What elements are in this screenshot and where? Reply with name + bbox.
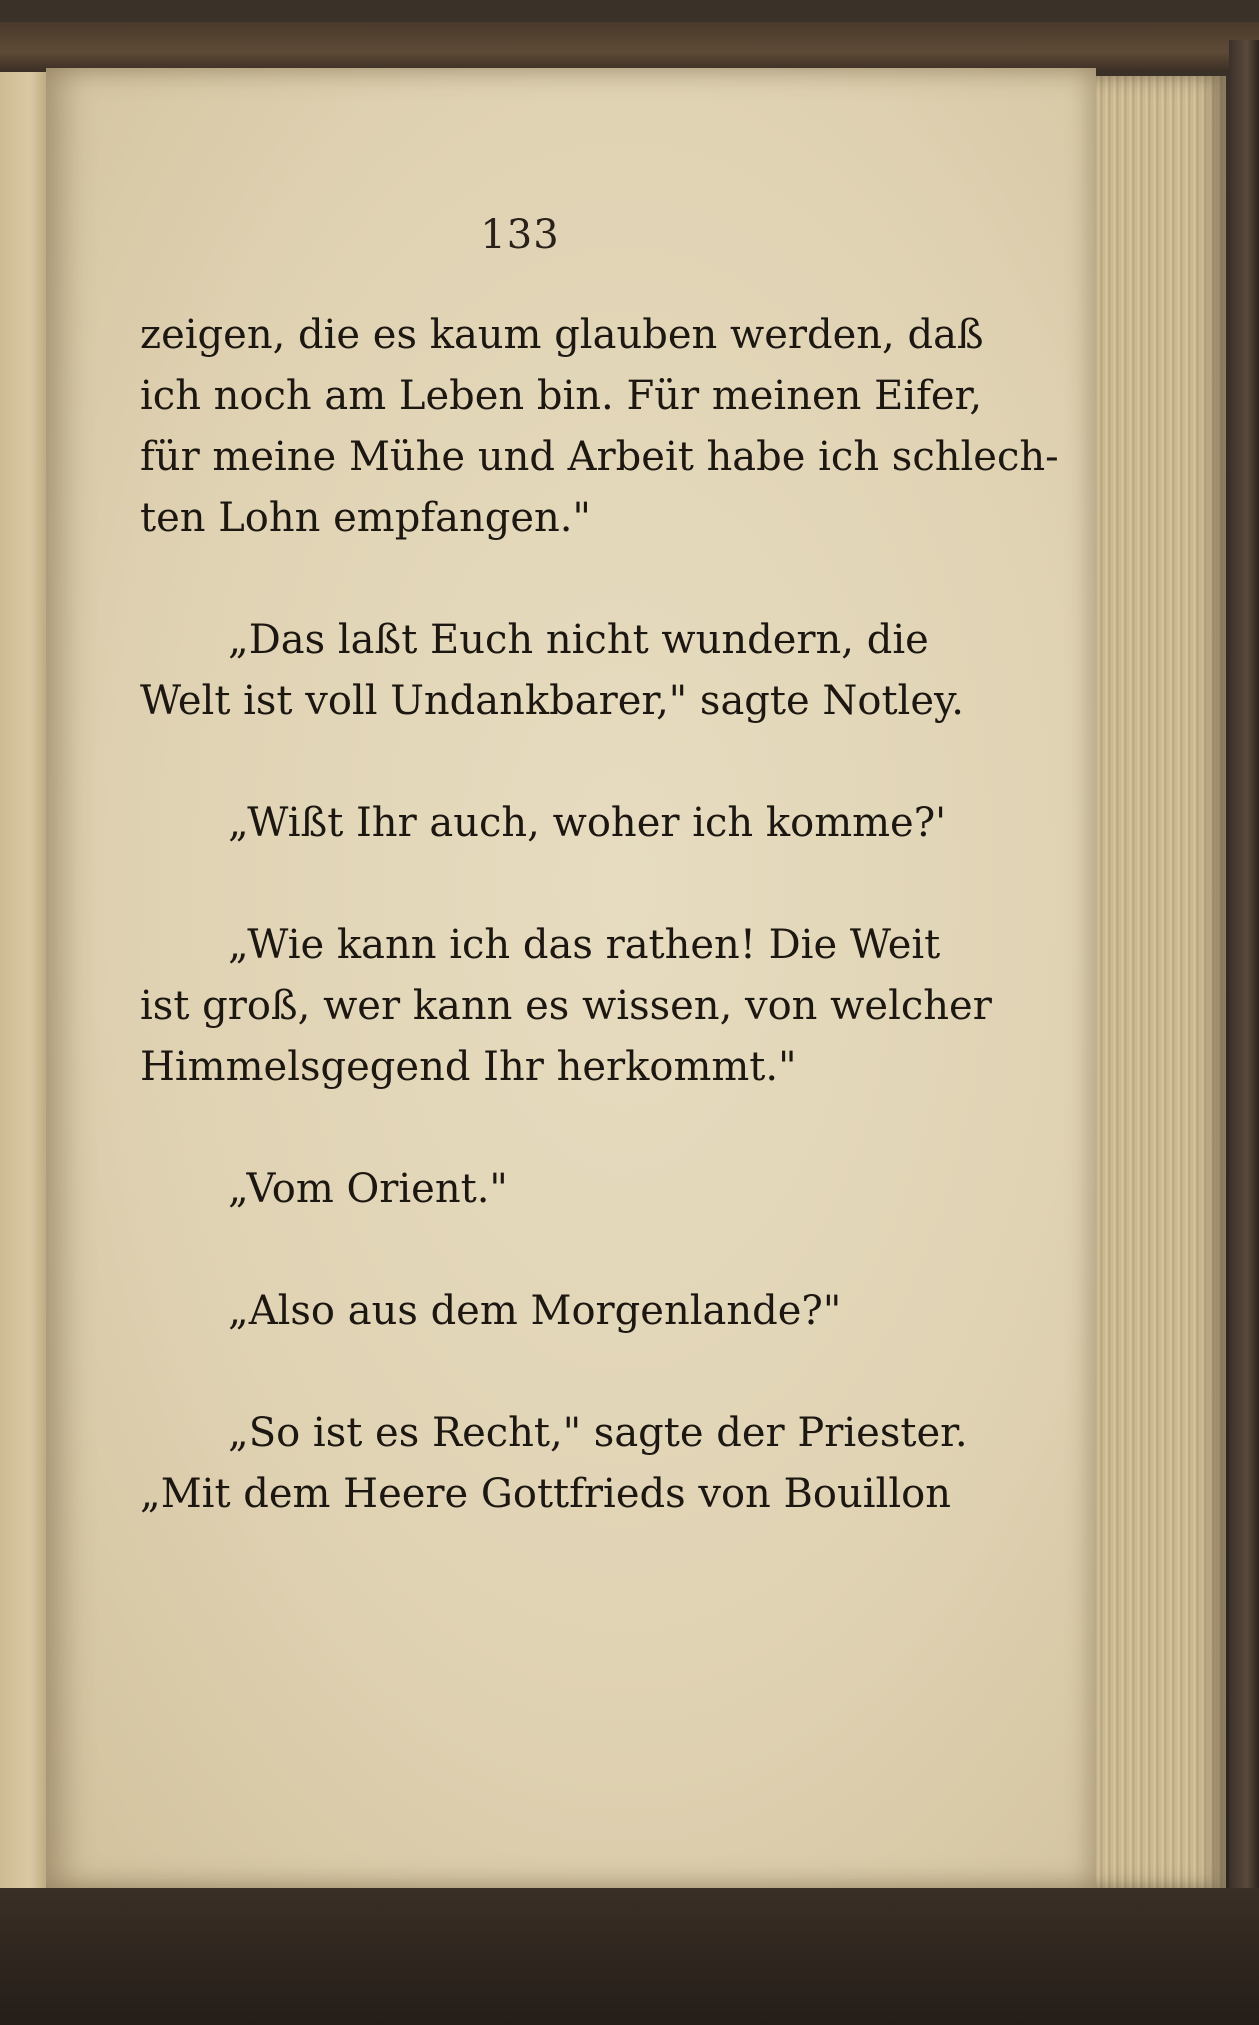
text-line: ich noch am Leben bin. Für meinen Eifer,: [140, 373, 983, 419]
book-cover-top: [0, 22, 1259, 72]
page-edges: [1096, 76, 1226, 1888]
text-line: für meine Mühe und Arbeit habe ich schlech-: [140, 434, 1059, 480]
text-line: ten Lohn empfangen.": [140, 495, 591, 541]
book-cover-right: [1229, 40, 1259, 1970]
text-line: „Vom Orient.": [228, 1166, 508, 1212]
text-line: Welt ist voll Undankbarer," sagte Notley.: [140, 678, 964, 724]
page-number: 133: [480, 212, 560, 258]
text-line: ist groß, wer kann es wissen, von welcher: [140, 983, 992, 1029]
text-line: „Mit dem Heere Gottfrieds von Bouillon: [140, 1471, 951, 1517]
text-line: „So ist es Recht," sagte der Priester.: [228, 1410, 968, 1456]
previous-page-edge: [0, 72, 50, 1892]
book-cover-bottom: [0, 1888, 1259, 2025]
text-line: „Wie kann ich das rathen! Die Weit: [228, 922, 941, 968]
text-line: zeigen, die es kaum glauben werden, daß: [140, 312, 984, 358]
text-line: „Wißt Ihr auch, woher ich komme?': [228, 800, 947, 846]
text-line: „Das laßt Euch nicht wundern, die: [228, 617, 929, 663]
text-line: „Also aus dem Morgenlande?": [228, 1288, 842, 1334]
text-line: Himmelsgegend Ihr herkommt.": [140, 1044, 797, 1090]
